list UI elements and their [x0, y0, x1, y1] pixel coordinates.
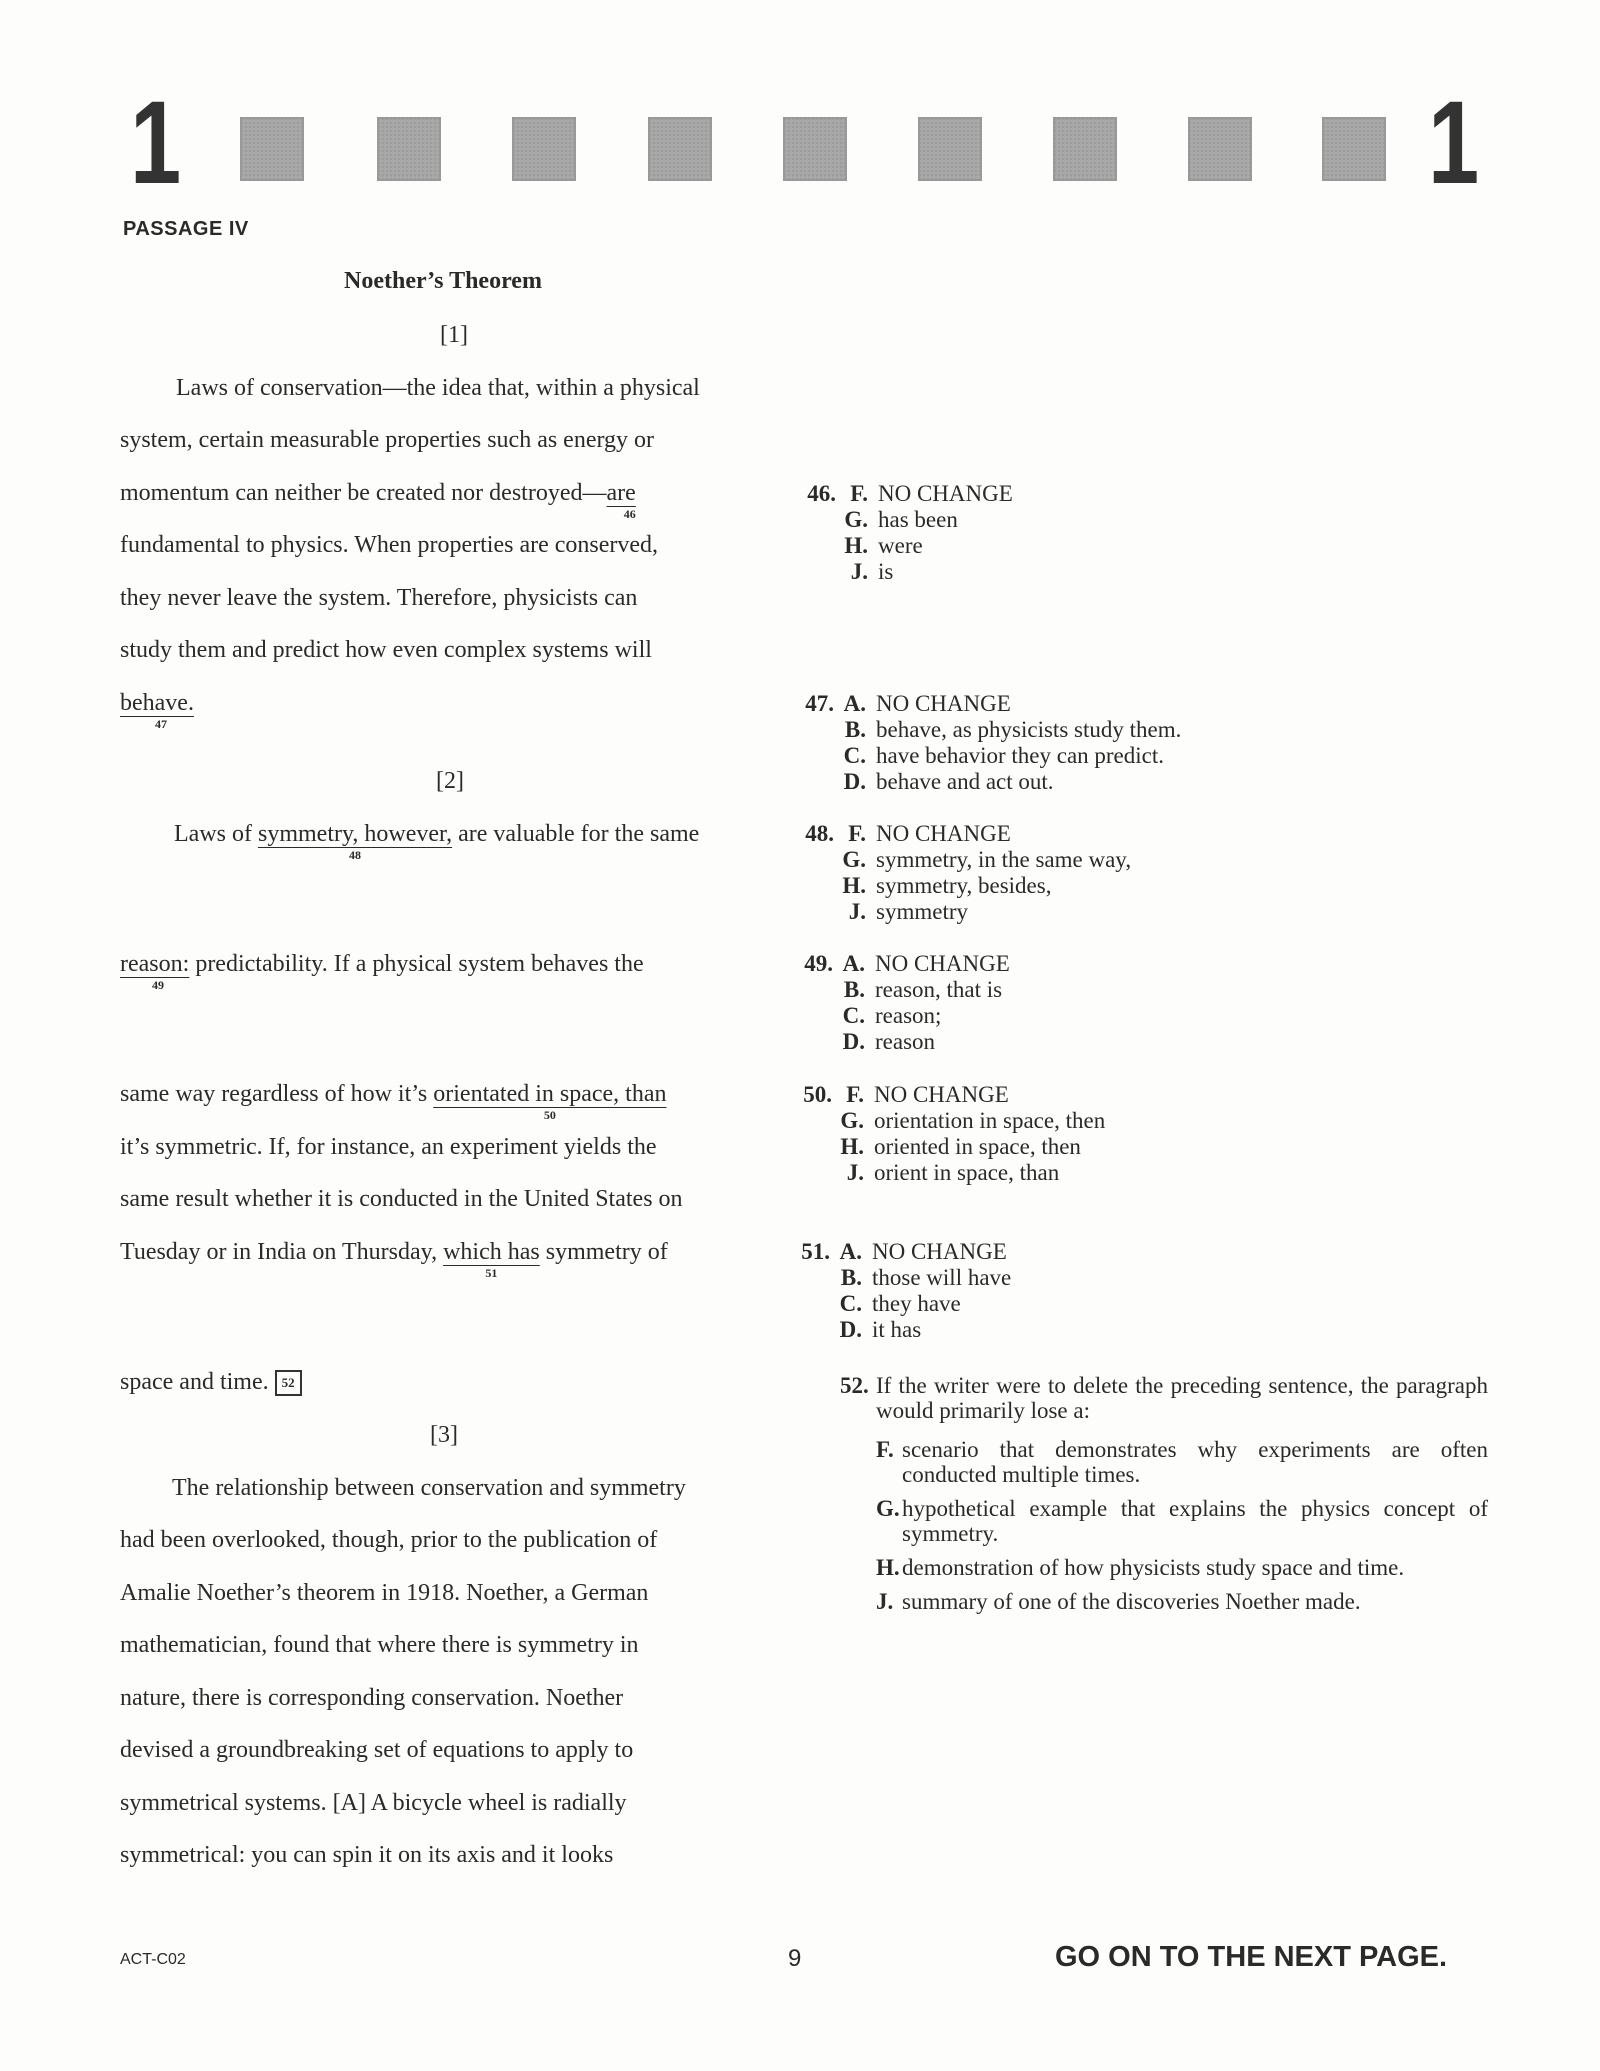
option-letter[interactable]: F.: [846, 1082, 864, 1107]
question-number: 52.: [840, 1373, 869, 1398]
option-letter[interactable]: C.: [839, 1291, 862, 1316]
section-number-right: 1: [1428, 77, 1480, 209]
page-number: 9: [788, 1945, 802, 1972]
underlined-portion-49[interactable]: reason: 49: [120, 951, 190, 992]
passage-line: same result whether it is conducted in the United States on: [120, 1186, 683, 1212]
passage-line: symmetrical: you can spin it on its axis and it looks: [120, 1842, 614, 1868]
question-number: 51.: [801, 1239, 830, 1264]
passage-line: Laws of conservation—the idea that, within a physical: [176, 375, 700, 401]
option-text[interactable]: NO CHANGE: [876, 691, 1011, 716]
header-box: [918, 117, 982, 181]
option-letter[interactable]: C.: [843, 743, 866, 768]
option-letter[interactable]: J.: [846, 1160, 864, 1185]
option-letter[interactable]: J.: [850, 559, 868, 584]
option-text[interactable]: NO CHANGE: [875, 951, 1010, 976]
option-letter[interactable]: G.: [876, 1496, 900, 1521]
passage-line: [120, 690, 194, 731]
option-text[interactable]: those will have: [872, 1265, 1012, 1290]
option-letter[interactable]: J.: [876, 1589, 894, 1614]
option-text[interactable]: NO CHANGE: [876, 821, 1011, 846]
underlined-portion-47[interactable]: behave. 47: [120, 690, 194, 731]
option-letter[interactable]: B.: [843, 977, 865, 1002]
option-text[interactable]: oriented in space, then: [874, 1134, 1081, 1159]
option-letter[interactable]: F.: [876, 1437, 894, 1462]
option-text[interactable]: orientation in space, then: [874, 1108, 1106, 1133]
passage-line: they never leave the system. Therefore, physicists can: [120, 585, 638, 611]
option-letter[interactable]: F.: [848, 821, 866, 846]
passage-line: Amalie Noether’s theorem in 1918. Noether, a German: [120, 1580, 649, 1606]
underlined-portion-48[interactable]: symmetry, however, 48: [257, 821, 453, 862]
option-letter[interactable]: A.: [843, 691, 866, 716]
option-letter[interactable]: H.: [844, 533, 868, 558]
option-letter[interactable]: H.: [842, 873, 866, 898]
option-text[interactable]: NO CHANGE: [878, 481, 1013, 506]
paragraph-number: [2]: [436, 768, 464, 794]
paragraph-number: [3]: [430, 1422, 458, 1448]
passage-line: space and time. 52: [120, 1369, 302, 1396]
question-number: 50.: [803, 1082, 832, 1107]
option-text[interactable]: reason: [875, 1029, 936, 1054]
option-letter[interactable]: G.: [844, 507, 868, 532]
option-text[interactable]: reason, that is: [875, 977, 1003, 1002]
passage-label: PASSAGE IV: [123, 218, 249, 240]
option-text[interactable]: hypothetical example that explains the physics concept of symmetry.: [902, 1496, 1488, 1546]
passage-line: fundamental to physics. When properties are conserved,: [120, 532, 659, 558]
header-box: [648, 117, 712, 181]
option-text[interactable]: orient in space, than: [874, 1160, 1060, 1185]
option-text[interactable]: scenario that demonstrates why experiments are often conducted multiple times.: [902, 1437, 1488, 1487]
option-letter[interactable]: F.: [850, 481, 868, 506]
paragraph-number: [1]: [440, 322, 468, 348]
passage-line: Laws of symmetry, however, 48 are valuable for the same: [174, 821, 700, 862]
option-text[interactable]: were: [878, 533, 923, 558]
passage-title: Noether’s Theorem: [344, 268, 542, 294]
question-number: 46.: [807, 481, 836, 506]
header-box: [1053, 117, 1117, 181]
question-ref-50: 50: [543, 1108, 556, 1122]
form-code: ACT-C02: [120, 1951, 186, 1968]
underlined-portion-46[interactable]: are 46: [606, 480, 636, 521]
option-letter[interactable]: D.: [839, 1317, 862, 1342]
option-text[interactable]: symmetry, besides,: [876, 873, 1052, 898]
option-text[interactable]: they have: [872, 1291, 961, 1316]
option-text[interactable]: behave, as physicists study them.: [876, 717, 1182, 742]
passage-line: same way regardless of how it’s orientated in space, than 50: [120, 1081, 667, 1122]
question-ref-47: 47: [155, 717, 167, 731]
option-letter[interactable]: A.: [839, 1239, 862, 1264]
option-text[interactable]: behave and act out.: [876, 769, 1054, 794]
option-text[interactable]: demonstration of how physicists study space and time.: [902, 1555, 1405, 1580]
option-text[interactable]: summary of one of the discoveries Noether made.: [902, 1589, 1361, 1614]
passage-line: had been overlooked, though, prior to the publication of: [120, 1527, 658, 1553]
passage-line: nature, there is corresponding conservation. Noether: [120, 1685, 624, 1711]
option-letter[interactable]: J.: [848, 899, 866, 924]
option-text[interactable]: NO CHANGE: [872, 1239, 1007, 1264]
question-box-52[interactable]: 52: [275, 1370, 302, 1396]
option-text[interactable]: is: [878, 559, 894, 584]
question-ref-51: 51: [485, 1266, 498, 1280]
question-number: 48.: [805, 821, 834, 846]
header-box: [240, 117, 304, 181]
passage-line: The relationship between conservation and symmetry: [172, 1475, 686, 1501]
option-text[interactable]: NO CHANGE: [874, 1082, 1009, 1107]
option-letter[interactable]: D.: [843, 769, 866, 794]
option-letter[interactable]: D.: [842, 1029, 865, 1054]
passage-line: it’s symmetric. If, for instance, an experiment yields the: [120, 1134, 657, 1160]
option-letter[interactable]: B.: [840, 1265, 862, 1290]
passage-line: system, certain measurable properties such as energy or: [120, 427, 655, 453]
underlined-portion-51[interactable]: which has 51: [443, 1239, 540, 1280]
question-ref-46: 46: [623, 507, 636, 521]
option-letter[interactable]: A.: [842, 951, 865, 976]
option-text[interactable]: has been: [878, 507, 958, 532]
passage-line: Tuesday or in India on Thursday, which has 51 symmetry of: [120, 1239, 668, 1280]
option-text[interactable]: have behavior they can predict.: [876, 743, 1165, 768]
passage-line: [120, 480, 636, 521]
option-text[interactable]: symmetry, in the same way,: [876, 847, 1132, 872]
passage-line: reason: 49 predictability. If a physical system behaves the: [120, 951, 644, 992]
question-ref-49: 49: [152, 978, 164, 992]
passage-line: symmetrical systems. [A] A bicycle wheel is radially: [120, 1790, 627, 1816]
passage-text: momentum can neither be created nor destroyed—: [120, 480, 607, 506]
option-letter[interactable]: G.: [842, 847, 866, 872]
option-letter[interactable]: C.: [842, 1003, 865, 1028]
passage-line: devised a groundbreaking set of equations to apply to: [120, 1737, 634, 1763]
question-number: 47.: [805, 691, 834, 716]
passage-line: study them and predict how even complex systems will: [120, 637, 652, 663]
option-text[interactable]: it has: [872, 1317, 922, 1342]
underlined-portion-50[interactable]: orientated in space, than 50: [433, 1081, 667, 1122]
question-ref-48: 48: [349, 848, 362, 862]
passage-line: mathematician, found that where there is symmetry in: [120, 1632, 639, 1658]
section-number-left: 1: [130, 77, 182, 209]
header-box: [1322, 117, 1386, 181]
question-number: 49.: [804, 951, 833, 976]
option-letter[interactable]: G.: [840, 1108, 864, 1133]
option-text[interactable]: symmetry: [876, 899, 968, 924]
option-letter[interactable]: H.: [840, 1134, 864, 1159]
header-box: [377, 117, 441, 181]
option-text[interactable]: reason;: [875, 1003, 942, 1028]
next-page-instruction: GO ON TO THE NEXT PAGE.: [1055, 1941, 1448, 1973]
question-stem: If the writer were to delete the preceding sentence, the paragraph would primarily lose a:: [876, 1373, 1488, 1423]
header-box: [1188, 117, 1252, 181]
option-letter[interactable]: B.: [844, 717, 866, 742]
header-box: [783, 117, 847, 181]
option-letter[interactable]: H.: [876, 1555, 900, 1580]
header-box: [512, 117, 576, 181]
question-52: [840, 1373, 1488, 1614]
